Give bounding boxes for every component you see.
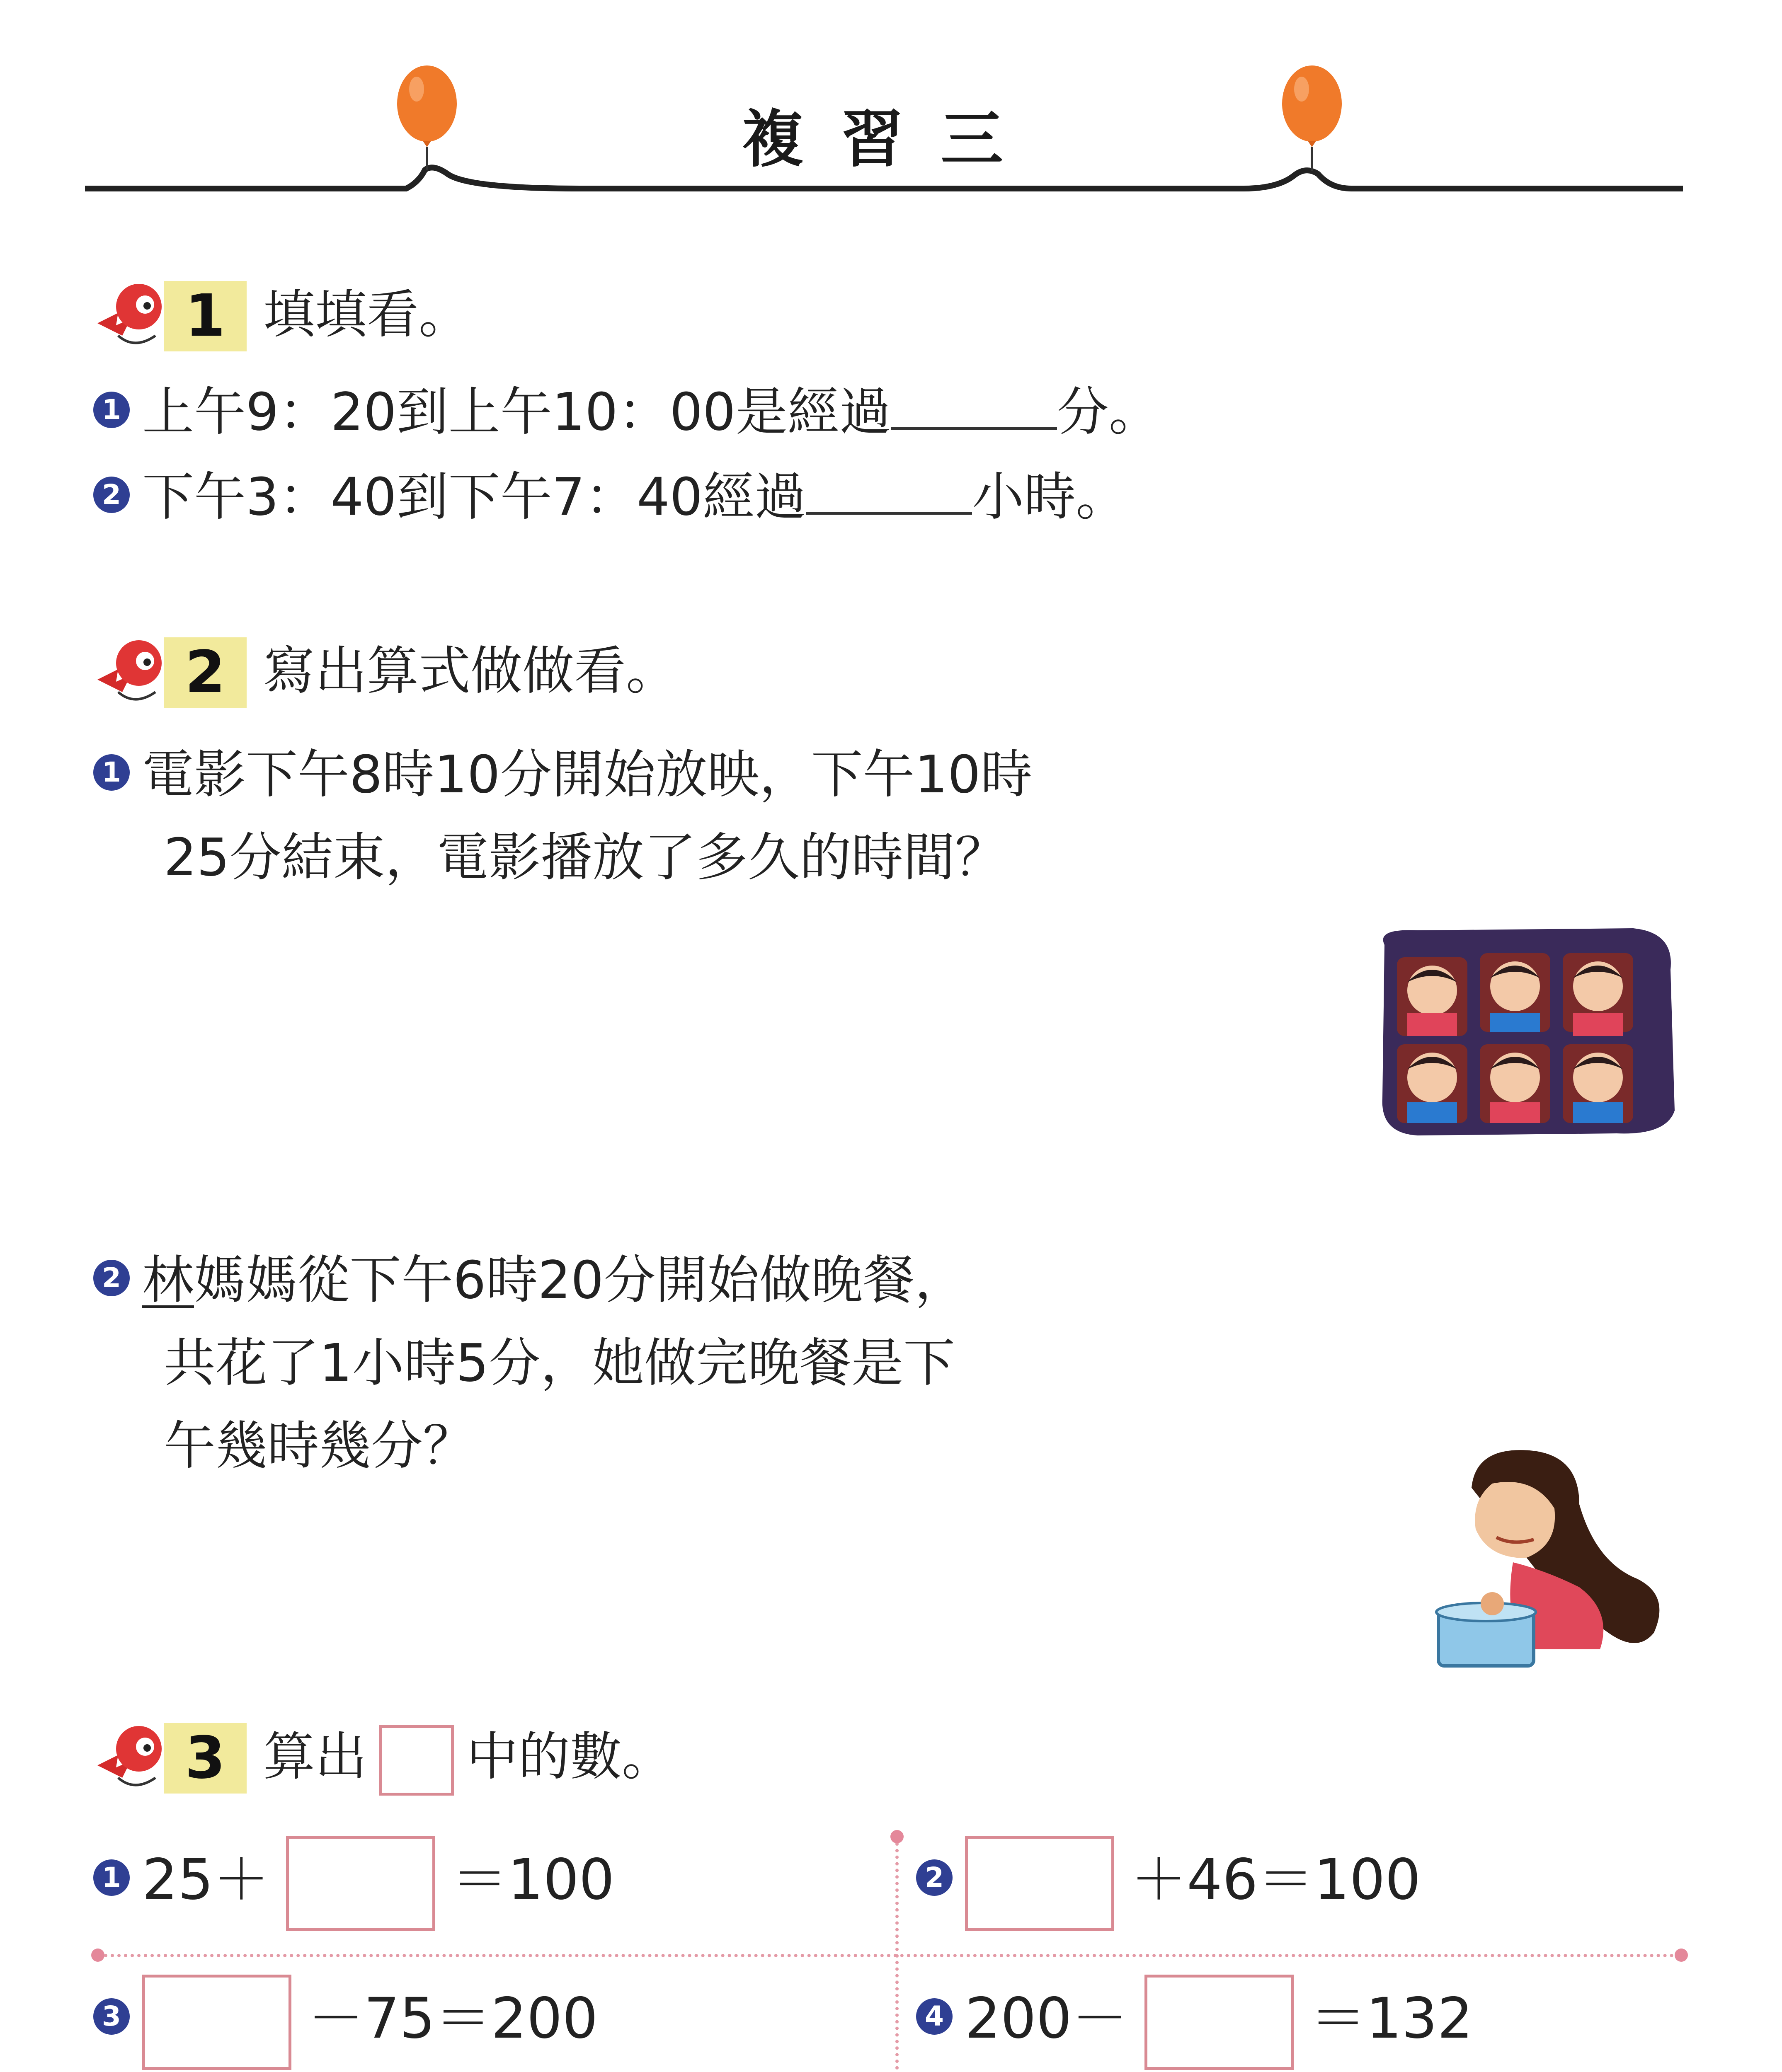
mascot-icon — [93, 274, 168, 352]
equation-4 — [916, 1975, 1473, 2070]
section-number: 3 — [164, 1723, 247, 1794]
question-line: 午幾時幾分？ — [164, 1416, 475, 1476]
equation-after: ＋46＝100 — [1131, 1847, 1421, 1912]
equation-before: 200－ — [965, 1986, 1128, 2051]
equation-marker: 2 — [916, 1859, 953, 1896]
grid-divider — [895, 1836, 899, 2072]
question-1-2 — [93, 460, 1127, 535]
section-number: 1 — [164, 281, 247, 351]
answer-blank[interactable] — [891, 386, 1057, 430]
section-heading: 填填看。 — [263, 285, 470, 345]
question-text: 下午3：40到下午7：40經過 — [142, 467, 807, 527]
question-marker: 1 — [93, 754, 130, 791]
heading-part: 中的數。 — [466, 1727, 674, 1787]
mascot-icon — [93, 1716, 168, 1794]
question-unit: 小時。 — [972, 467, 1128, 527]
equation-marker: 4 — [916, 1998, 953, 2035]
question-marker: 2 — [93, 1260, 130, 1296]
page-title: 複習三 — [742, 104, 1040, 176]
question-line: 25分結束，電影播放了多久的時間？ — [164, 828, 1007, 888]
grid-dot — [1675, 1949, 1688, 1962]
section-heading — [263, 1720, 674, 1796]
equation-marker: 3 — [93, 1998, 130, 2035]
person-name: 林 — [142, 1250, 194, 1310]
grid-dot — [890, 1830, 904, 1843]
question-marker: 2 — [93, 477, 130, 513]
section-2-header — [93, 630, 1668, 709]
equation-1 — [93, 1836, 614, 1931]
equation-2 — [916, 1836, 1421, 1931]
movie-audience-illustration — [1368, 920, 1683, 1144]
section-number: 2 — [164, 637, 247, 708]
question-1-1 — [93, 375, 1161, 450]
equation-after: －75＝200 — [308, 1986, 598, 2051]
mother-cooking-illustration — [1422, 1438, 1679, 1670]
answer-box[interactable] — [965, 1836, 1114, 1931]
equation-after: ＝132 — [1310, 1986, 1473, 2051]
grid-divider — [97, 1954, 1681, 1957]
equation-before: 25＋ — [142, 1847, 269, 1912]
equation-3 — [93, 1975, 598, 2070]
equation-after: ＝100 — [451, 1847, 615, 1912]
heading-part: 算出 — [263, 1727, 367, 1787]
question-unit: 分。 — [1057, 382, 1161, 442]
grid-dot — [91, 1949, 104, 1962]
question-marker: 1 — [93, 392, 130, 428]
question-text: 上午9：20到上午10：00是經過 — [142, 382, 891, 442]
question-line: 共花了1小時5分，她做完晚餐是下 — [164, 1333, 955, 1393]
equation-marker: 1 — [93, 1859, 130, 1896]
question-2-1 — [93, 733, 1689, 899]
answer-box[interactable] — [286, 1836, 435, 1931]
question-line: 媽媽從下午6時20分開始做晚餐， — [194, 1250, 967, 1310]
section-3-header — [93, 1716, 1668, 1794]
answer-blank[interactable] — [806, 471, 972, 515]
answer-box[interactable] — [142, 1975, 291, 2070]
section-heading: 寫出算式做做看。 — [263, 641, 678, 701]
section-1-header — [93, 274, 1668, 352]
mascot-icon — [93, 630, 168, 709]
answer-box[interactable] — [1144, 1975, 1294, 2070]
question-line: 電影下午8時10分開始放映，下午10時 — [142, 745, 1033, 805]
heading-box-icon — [379, 1725, 454, 1796]
